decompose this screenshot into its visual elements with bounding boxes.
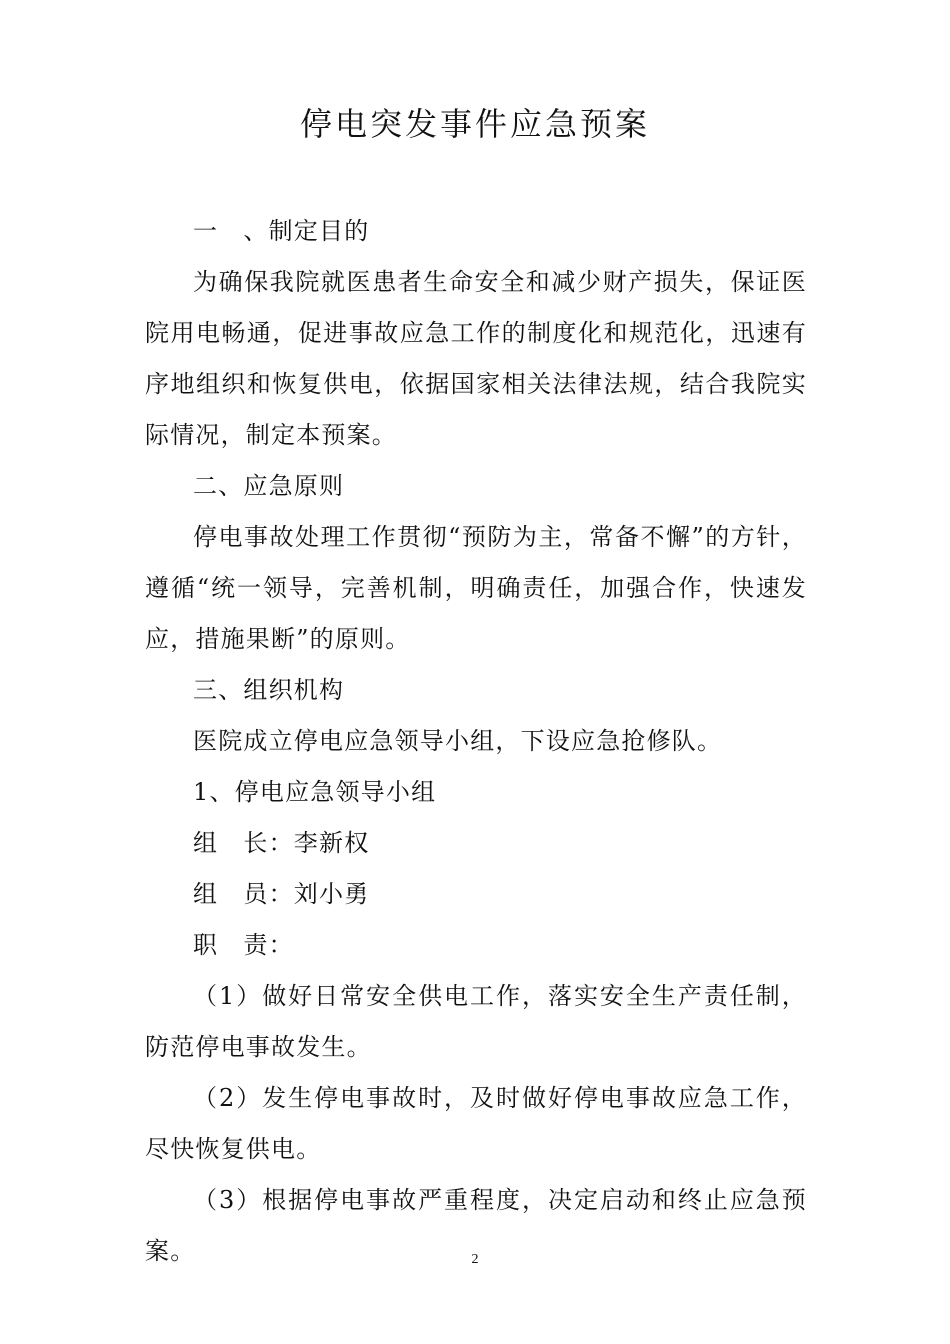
duty-item-1: （1）做好日常安全供电工作，落实安全生产责任制，防范停电事故发生。 <box>145 982 807 1061</box>
section-heading-purpose: 一 、制定目的 <box>193 217 370 245</box>
duty-item-3: （3）根据停电事故严重程度，决定启动和终止应急预案。 <box>145 1186 807 1265</box>
subheading-leadership-group: 1、停电应急领导小组 <box>193 778 437 806</box>
page-number: 2 <box>471 1252 479 1267</box>
paragraph-organization: 医院成立停电应急领导小组，下设应急抢修队。 <box>193 727 723 755</box>
group-leader: 组 长：李新权 <box>193 829 370 857</box>
duty-label: 职 责： <box>193 931 294 959</box>
section-heading-organization: 三、组织机构 <box>193 676 345 704</box>
paragraph-principle: 停电事故处理工作贯彻“预防为主，常备不懈”的方针，遵循“统一领导，完善机制，明确责任，加强合作，快速发应，措施果断”的原则。 <box>145 523 807 653</box>
section-heading-principle: 二、应急原则 <box>193 472 345 500</box>
paragraph-purpose: 为确保我院就医患者生命安全和减少财产损失，保证医院用电畅通，促进事故应急工作的制度化和规范化，迅速有序地组织和恢复供电，依据国家相关法律法规，结合我院实际情况，制定本预案。 <box>145 268 807 449</box>
document-title: 停电突发事件应急预案 <box>299 105 650 143</box>
document-body <box>145 206 807 1277</box>
group-member: 组 员：刘小勇 <box>193 880 370 908</box>
duty-item-2: （2）发生停电事故时，及时做好停电事故应急工作，尽快恢复供电。 <box>145 1084 807 1163</box>
